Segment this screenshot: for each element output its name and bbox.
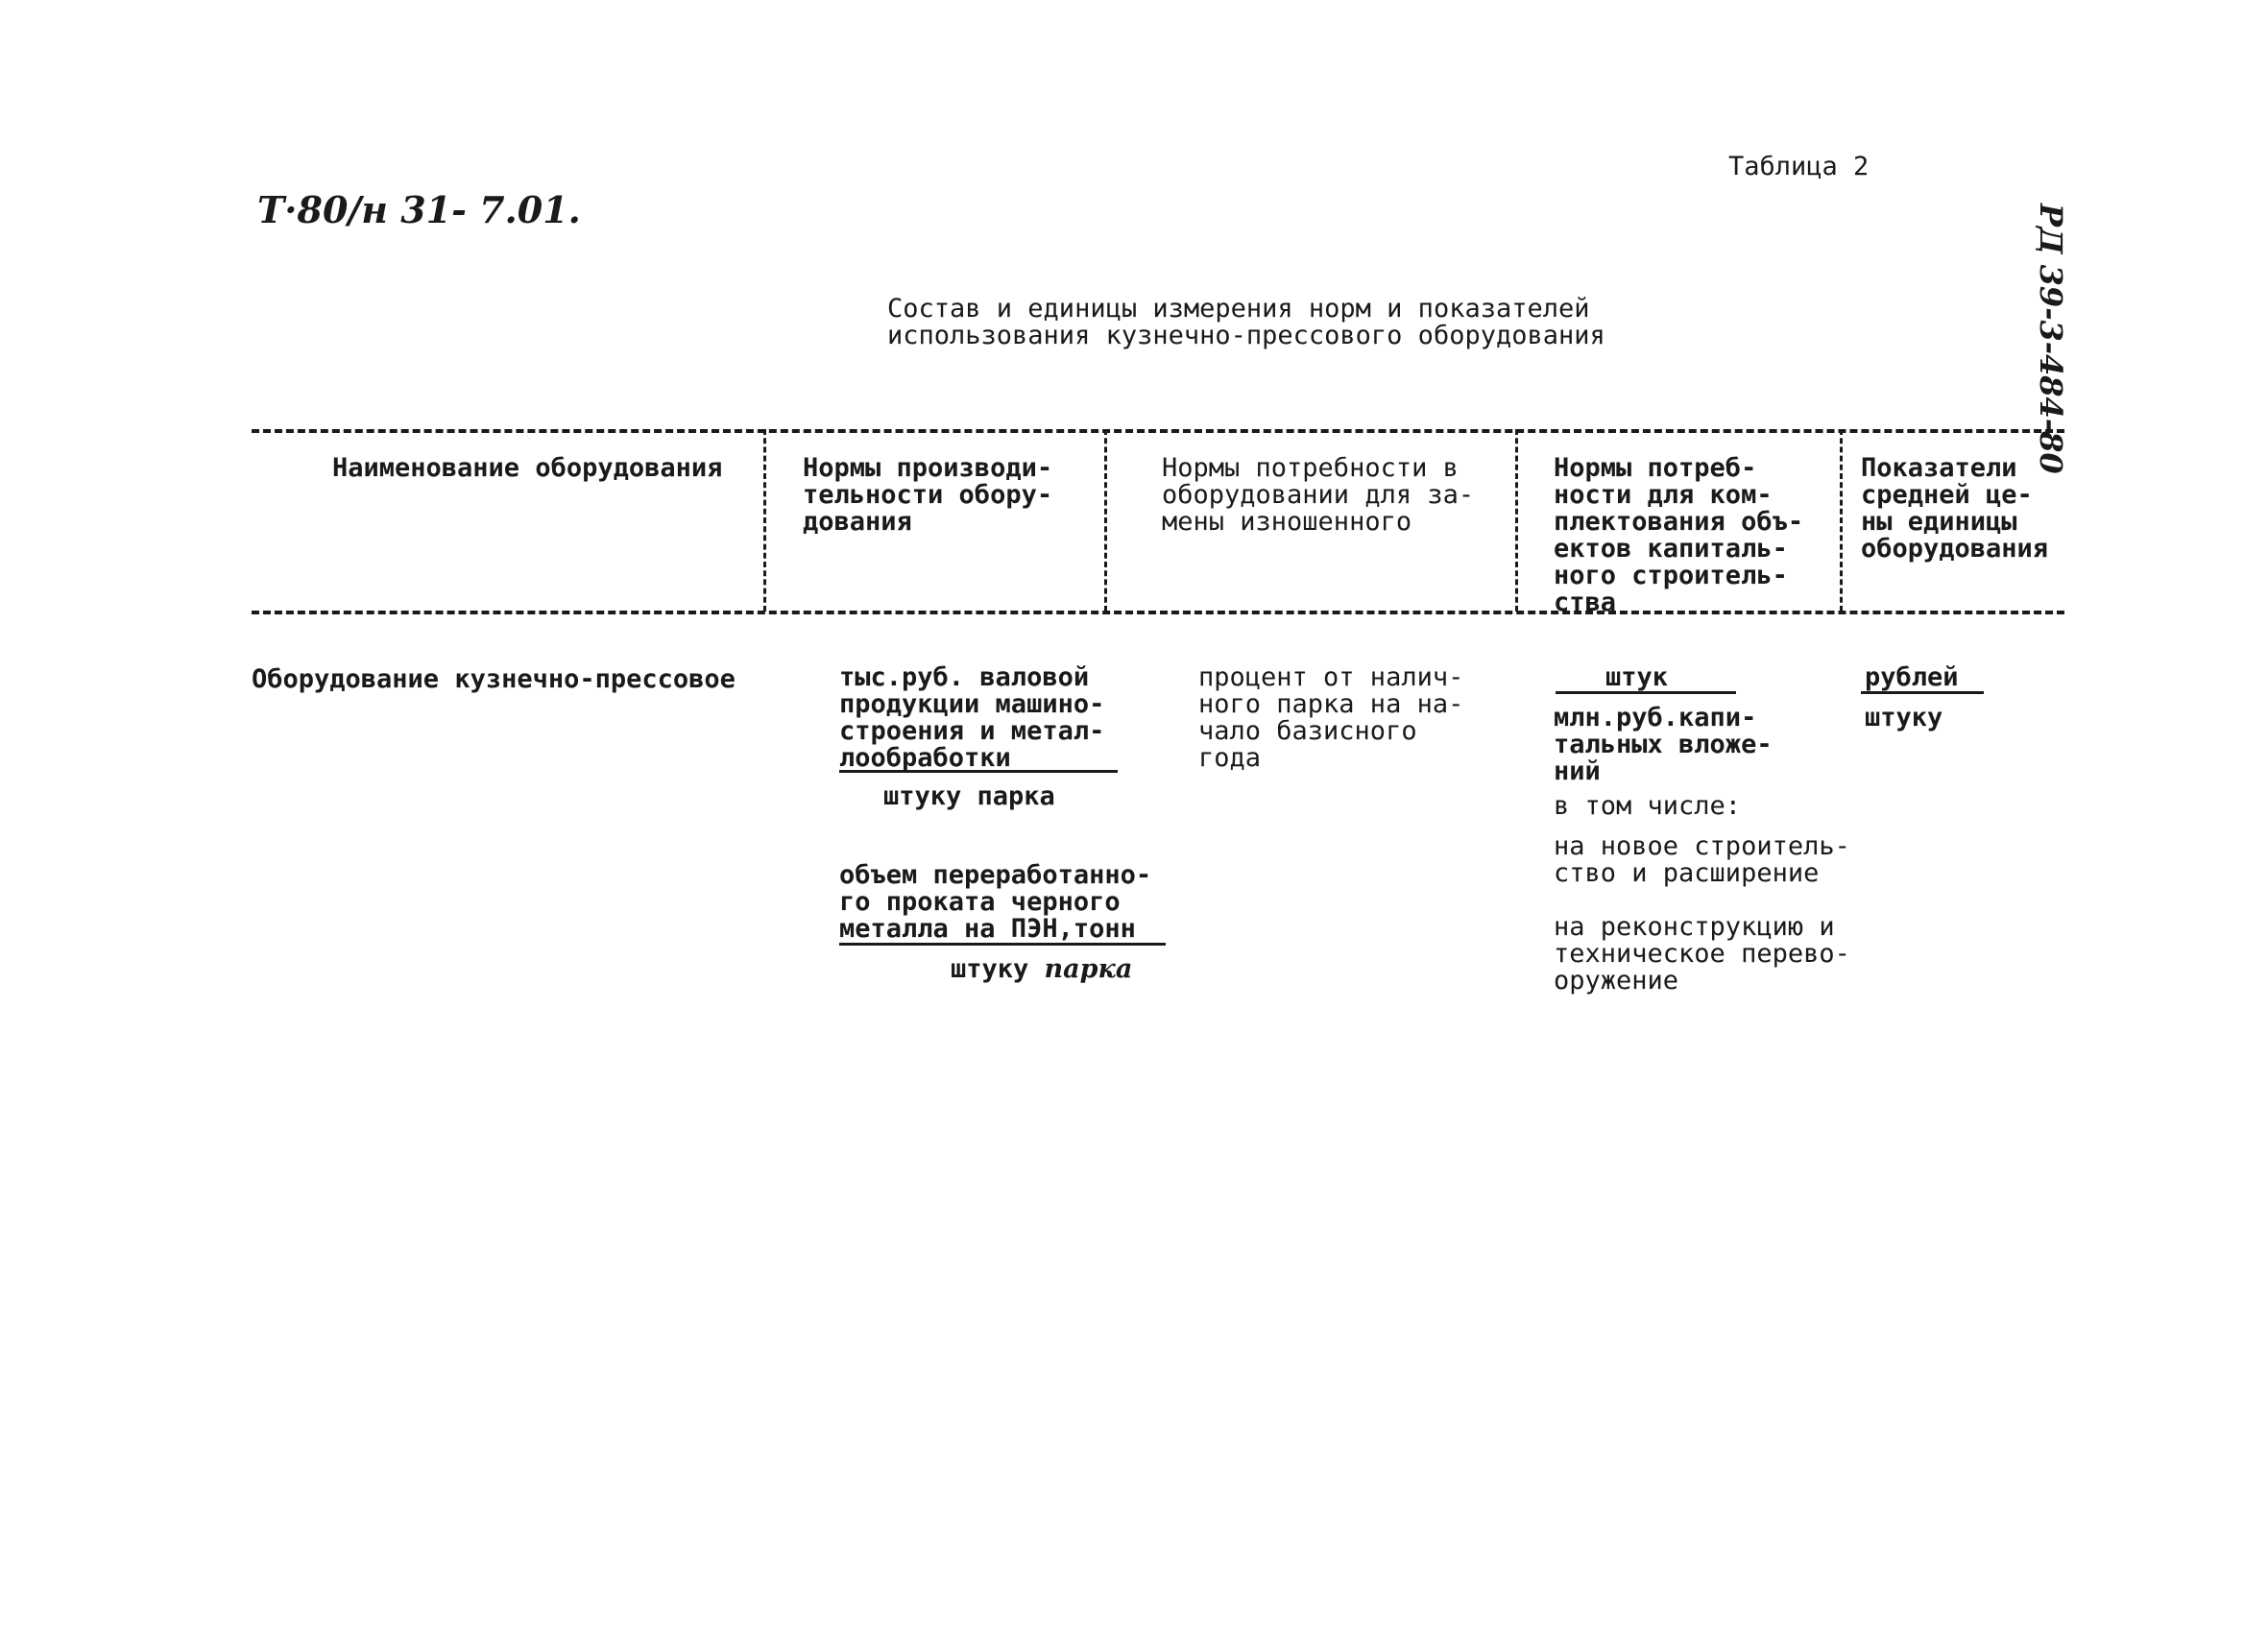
capital-including-label: в том числе:	[1554, 791, 1742, 821]
column-divider-2	[1104, 429, 1107, 612]
column-divider-1	[763, 429, 766, 612]
table-number: Таблица 2	[1728, 152, 1870, 181]
title-line-1: Состав и единицы измерения норм и показателей	[887, 294, 1590, 324]
table-top-border	[252, 429, 2064, 433]
productivity-unit-2-denominator: штуку парка	[951, 954, 1133, 984]
fraction-line-1	[839, 770, 1118, 773]
column-header-price: Показатели средней це- ны единицы оборудования	[1861, 453, 2049, 564]
price-unit-denominator: штуку	[1865, 703, 1943, 732]
fraction-line-4	[1861, 691, 1984, 694]
column-header-name: Наименование оборудования	[332, 453, 723, 483]
capital-unit-denominator: млн.руб.капи- тальных вложе- ний	[1554, 703, 1773, 786]
handwritten-insertion: парка	[1044, 954, 1133, 984]
column-header-replacement: Нормы потребности в оборудовании для за- мены изношенного	[1162, 453, 1475, 537]
side-document-code: РД 39-3-484-80	[2033, 204, 2069, 474]
productivity-unit-2-numerator: объем переработанно- го проката черного металла на ПЭН,тонн	[839, 860, 1152, 944]
column-divider-4	[1840, 429, 1843, 612]
capital-new-construction: на новое строитель- ство и расширение	[1554, 831, 1850, 888]
productivity-unit-1-denominator: штуку парка	[883, 781, 1055, 811]
fraction-line-2	[839, 943, 1166, 946]
capital-unit-numerator: штук	[1605, 662, 1669, 692]
fraction-line-3	[1556, 691, 1736, 694]
column-header-capital: Нормы потреб- ности для ком- плектования объ- ектов капиталь- ного строитель- ства	[1554, 453, 1804, 617]
price-unit-numerator: рублей	[1865, 662, 1959, 692]
handwritten-code: Т·80/н 31- 7.01.	[257, 188, 581, 231]
productivity-unit-1-numerator: тыс.руб. валовой продукции машино- строения и метал- лообработки	[839, 662, 1105, 773]
document-title	[887, 296, 1605, 349]
replacement-unit: процент от налич- ного парка на на- чало базисного года	[1198, 662, 1464, 773]
capital-reconstruction: на реконструкцию и техническое перево- оружение	[1554, 912, 1850, 996]
title-line-2: использования кузнечно-прессового оборудования	[887, 321, 1605, 350]
column-header-productivity: Нормы производи- тельности обору- дования	[803, 453, 1053, 537]
column-divider-3	[1515, 429, 1518, 612]
equipment-name-cell: Оборудование кузнечно-прессовое	[252, 664, 736, 694]
